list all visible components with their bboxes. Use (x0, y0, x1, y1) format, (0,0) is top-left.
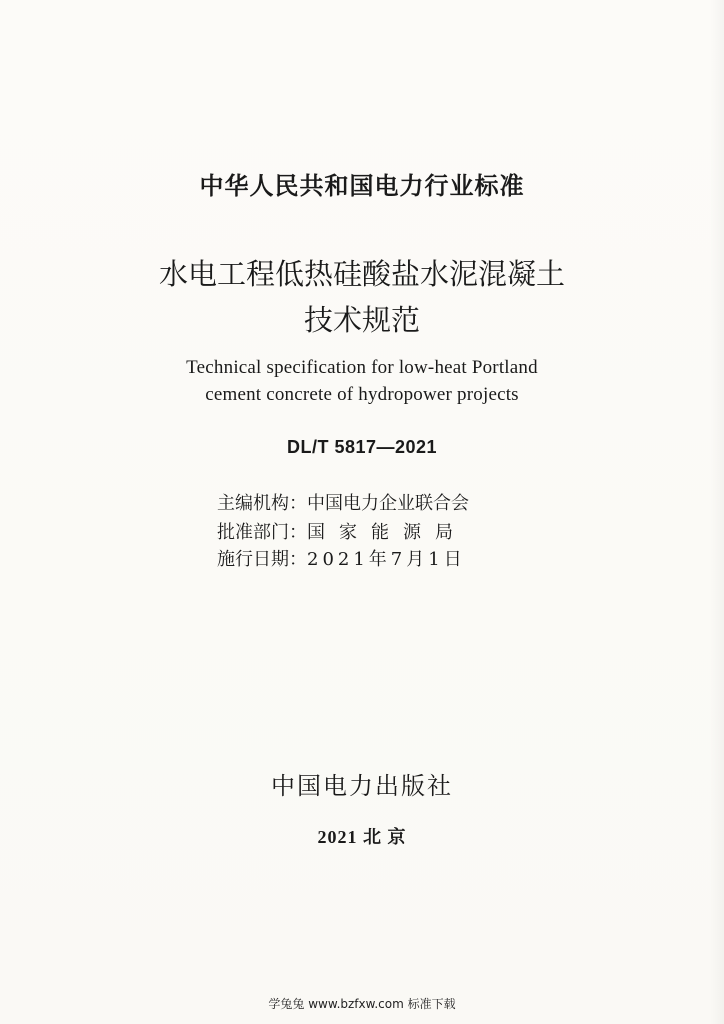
title-en-line2: cement concrete of hydropower projects (205, 384, 519, 405)
approver-row (217, 518, 467, 544)
scan-edge-shadow (710, 0, 724, 1024)
compiler-value: 中国电力企业联合会 (307, 493, 469, 514)
standard-code: DL/T 5817—2021 (286, 437, 438, 457)
title-en-line1: Technical specification for low-heat Portland (186, 357, 538, 378)
compiler-row (217, 489, 469, 515)
effective-value: 2021年7月1日 (307, 549, 466, 570)
effective-label: 施行日期： (217, 549, 307, 570)
publisher-name: 中国电力出版社 (271, 772, 453, 800)
effective-date-row (217, 545, 466, 571)
publish-year-place: 2021 北 京 (317, 827, 407, 847)
standard-category: 中华人民共和国电力行业标准 (199, 172, 525, 200)
footer-watermark: 学兔兔 www.bzfxw.com 标准下载 (268, 997, 456, 1011)
approver-value: 国家能源局 (307, 522, 467, 543)
title-zh-line2: 技术规范 (303, 303, 420, 337)
title-zh-line1: 水电工程低热硅酸盐水泥混凝土 (158, 257, 565, 291)
compiler-label: 主编机构： (217, 493, 307, 514)
approver-label: 批准部门： (217, 522, 307, 543)
